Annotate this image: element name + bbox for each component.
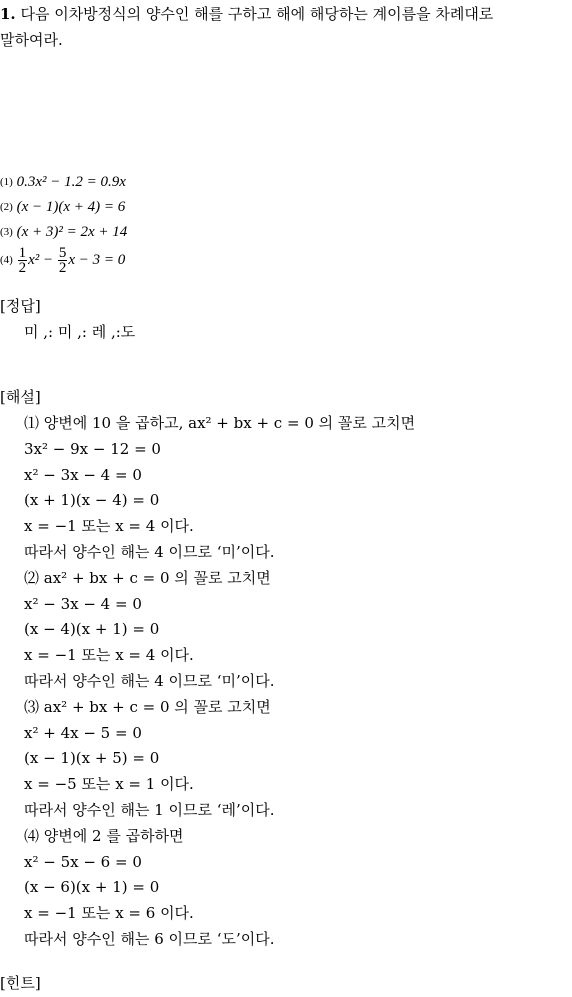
hint-header: [힌트] (0, 974, 41, 992)
solution-line: x² − 3x − 4 = 0 (24, 595, 142, 613)
solution-header: [해설] (0, 388, 41, 406)
solution-line: (x − 1)(x + 5) = 0 (24, 749, 160, 767)
item-4-term: x² − (28, 252, 54, 268)
problem-line-2: 말하여라. (0, 31, 63, 49)
fraction-five-halves (58, 246, 68, 275)
solution-line: ⑴ 양변에 10 을 곱하고, ax² + bx + c = 0 의 꼴로 고치면 (24, 414, 416, 432)
item-equation: (x + 3)² = 2x + 14 (16, 224, 128, 240)
item-label: (3) (0, 226, 13, 238)
fraction-one-half (18, 246, 28, 275)
item-equation: 0.3x² − 1.2 = 0.9x (16, 174, 126, 190)
item-label: (4) (0, 254, 13, 266)
problem-text: 다음 이차방정식의 양수인 해를 구하고 해에 해당하는 계이름을 차례대로 (20, 5, 494, 23)
solution-line: ⑷ 양변에 2 를 곱하하면 (24, 827, 184, 845)
solution-line: 3x² − 9x − 12 = 0 (24, 440, 161, 458)
solution-line: x² − 3x − 4 = 0 (24, 466, 142, 484)
problem-number: 1. (0, 5, 16, 23)
fraction-denominator: 2 (58, 260, 67, 277)
item-2 (0, 197, 125, 217)
item-label: (2) (0, 201, 13, 213)
solution-line: x = −1 또는 x = 4 이다. (24, 646, 194, 664)
fraction-numerator: 1 (18, 245, 27, 262)
solution-line: (x + 1)(x − 4) = 0 (24, 491, 160, 509)
fraction-denominator: 2 (18, 260, 27, 277)
item-3 (0, 222, 127, 242)
solution-line: ⑵ ax² + bx + c = 0 의 꼴로 고치면 (24, 569, 271, 587)
solution-line: 따라서 양수인 해는 4 이므로 ‘미’이다. (24, 543, 275, 561)
solution-line: 따라서 양수인 해는 4 이므로 ‘미’이다. (24, 672, 275, 690)
solution-line: 따라서 양수인 해는 6 이므로 ‘도’이다. (24, 930, 275, 948)
solution-line: (x − 6)(x + 1) = 0 (24, 878, 160, 896)
item-equation: x − 3 = 0 (68, 252, 126, 268)
problem-line-1 (0, 4, 493, 24)
fraction-numerator: 5 (58, 245, 67, 262)
solution-line: x² + 4x − 5 = 0 (24, 724, 142, 742)
solution-line: x² − 5x − 6 = 0 (24, 853, 142, 871)
item-equation: (x − 1)(x + 4) = 6 (16, 199, 126, 215)
item-1 (0, 172, 126, 192)
answer-header: [정답] (0, 297, 41, 315)
solution-line: x = −1 또는 x = 4 이다. (24, 517, 194, 535)
solution-line: (x − 4)(x + 1) = 0 (24, 620, 160, 638)
solution-line: x = −1 또는 x = 6 이다. (24, 904, 194, 922)
solution-line: 따라서 양수인 해는 1 이므로 ‘레’이다. (24, 801, 275, 819)
item-label: (1) (0, 176, 13, 188)
solution-line: x = −5 또는 x = 1 이다. (24, 775, 194, 793)
answer-body: 미 ,: 미 ,: 레 ,:도 (24, 323, 136, 341)
item-4 (0, 242, 125, 278)
solution-line: ⑶ ax² + bx + c = 0 의 꼴로 고치면 (24, 698, 271, 716)
